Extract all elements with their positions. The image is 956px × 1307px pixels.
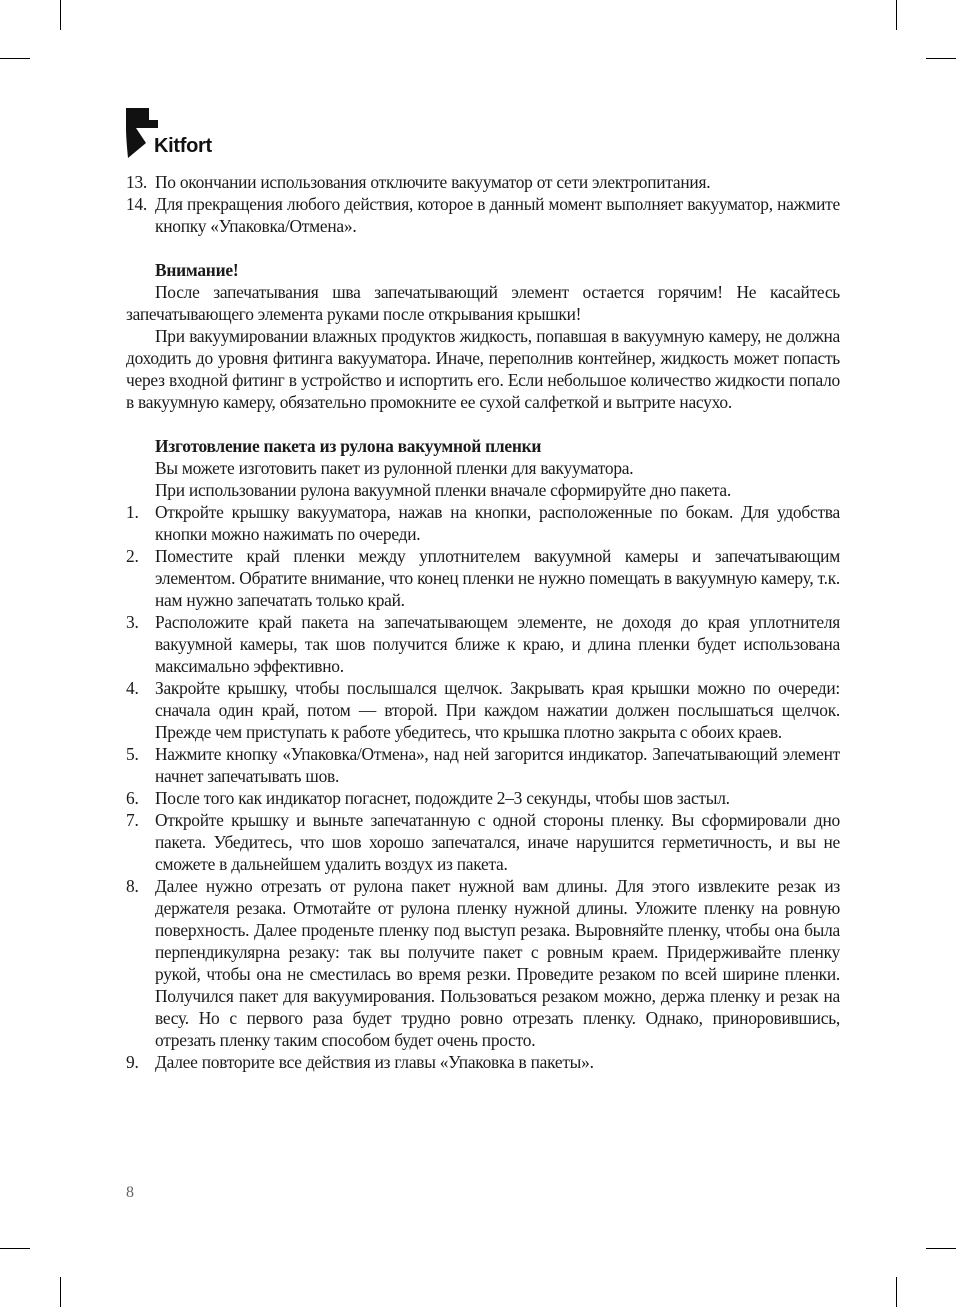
item-text: Нажмите кнопку «Упаковка/Отмена», над ней загорится индикатор. Запечатывающий элемент начнет запечатывать шов. bbox=[155, 744, 840, 786]
crop-mark bbox=[926, 1248, 956, 1249]
warning-title: Внимание! bbox=[155, 260, 239, 280]
item-text: По окончании использования отключите вакууматор от сети электропитания. bbox=[155, 172, 711, 192]
crop-mark bbox=[60, 0, 61, 30]
item-text: Откройте крышку и выньте запечатанную с одной стороны пленку. Вы сформировали дно пакета. Убедитесь, что шов хорошо запечатался, иначе нарушится герметичность, и вы не сможете в дальнейшем удалить воздух из пакета. bbox=[155, 810, 840, 874]
item-text: Далее нужно отрезать от рулона пакет нужной вам длины. Для этого извлеките резак из держателя резака. Отмотайте от рулона пленку нужной длины. Уложите пленку на ровную поверхность. Далее проденьте пленку под выступ резака. Выровняйте пленку, чтобы она была перпендикулярна резаку: так вы получите пакет с ровным краем. Придерживайте пленку рукой, чтобы она не сместилась во время резки. Проведите резаком по всей ширине пленки. Получился пакет для вакуумирования. Пользоваться резаком можно, держа пленку и резак на весу. Но с первого раза будет трудно ровно отрезать пленку. Однако, приноровившись, отрезать пленку таким способом будет очень просто. bbox=[155, 876, 840, 1050]
item-number: 4. bbox=[126, 678, 139, 698]
item-text: Расположите край пакета на запечатывающем элементе, не доходя до края уплотнителя вакуумной камеры, так шов получится ближе к краю, и длина пленки будет использована максимально эффективно. bbox=[155, 612, 840, 676]
crop-mark bbox=[0, 1248, 30, 1249]
paragraph: После запечатывания шва запечатывающий элемент остается горячим! Не касайтесь запечатывающего элемента руками после открывания крышки! bbox=[126, 282, 840, 324]
crop-mark bbox=[0, 58, 30, 59]
item-text: Для прекращения любого действия, которое в данный момент выполняет вакууматор, нажмите кнопку «Упаковка/Отмена». bbox=[155, 194, 840, 236]
crop-mark bbox=[926, 58, 956, 59]
list-item bbox=[126, 743, 840, 787]
list-item bbox=[126, 171, 840, 193]
list-item bbox=[126, 545, 840, 611]
document-body bbox=[126, 171, 840, 1073]
item-text: Поместите край пленки между уплотнителем вакуумной камеры и запечатывающим элементом. Обратите внимание, что конец пленки не нужно помещать в вакуумную камеру, т.к. нам нужно запечатать только край. bbox=[155, 546, 840, 610]
item-number: 2. bbox=[126, 546, 139, 566]
steps-list bbox=[126, 501, 840, 1073]
page-number: 8 bbox=[126, 1184, 134, 1201]
item-number: 13. bbox=[126, 172, 147, 192]
item-number: 7. bbox=[126, 810, 139, 830]
crop-mark bbox=[896, 1277, 897, 1307]
list-item bbox=[126, 611, 840, 677]
list-item bbox=[126, 787, 840, 809]
list-item bbox=[126, 677, 840, 743]
paragraph: Вы можете изготовить пакет из рулонной пленки для вакууматора. bbox=[155, 458, 634, 478]
section-title: Изготовление пакета из рулона вакуумной пленки bbox=[155, 436, 542, 456]
list-item bbox=[126, 875, 840, 1051]
item-number: 14. bbox=[126, 194, 147, 214]
item-number: 8. bbox=[126, 876, 139, 896]
item-text: После того как индикатор погаснет, подождите 2–3 секунды, чтобы шов застыл. bbox=[155, 788, 730, 808]
item-text: Закройте крышку, чтобы послышался щелчок. Закрывать края крышки можно по очереди: сначала один край, потом — второй. При каждом нажатии должен послышаться щелчок. Прежде чем приступать к работе убедитесь, что крышка плотно закрыта с обоих краев. bbox=[155, 678, 840, 742]
item-text: Далее повторите все действия из главы «Упаковка в пакеты». bbox=[155, 1052, 594, 1072]
list-item bbox=[126, 1051, 840, 1073]
item-number: 6. bbox=[126, 788, 139, 808]
list-item bbox=[126, 193, 840, 237]
paragraph: При вакуумировании влажных продуктов жидкость, попавшая в вакуумную камеру, не должна доходить до уровня фитинга вакууматора. Иначе, переполнив контейнер, жидкость может попасть через входной фитинг в устройство и испортить его. Если небольшое количество жидкости попало в вакуумную камеру, обязательно промокните ее сухой салфеткой и вытрите насухо. bbox=[126, 326, 840, 412]
item-text: Откройте крышку вакууматора, нажав на кнопки, расположенные по бокам. Для удобства кнопки можно нажимать по очереди. bbox=[155, 502, 840, 544]
list-item bbox=[126, 809, 840, 875]
item-number: 3. bbox=[126, 612, 139, 632]
item-number: 9. bbox=[126, 1052, 139, 1072]
list-item bbox=[126, 501, 840, 545]
crop-mark bbox=[896, 0, 897, 30]
item-number: 5. bbox=[126, 744, 139, 764]
brand-logo-text: Kitfort bbox=[154, 135, 212, 157]
crop-mark bbox=[60, 1277, 61, 1307]
item-number: 1. bbox=[126, 502, 139, 522]
paragraph: При использовании рулона вакуумной пленки вначале сформируйте дно пакета. bbox=[155, 480, 731, 500]
